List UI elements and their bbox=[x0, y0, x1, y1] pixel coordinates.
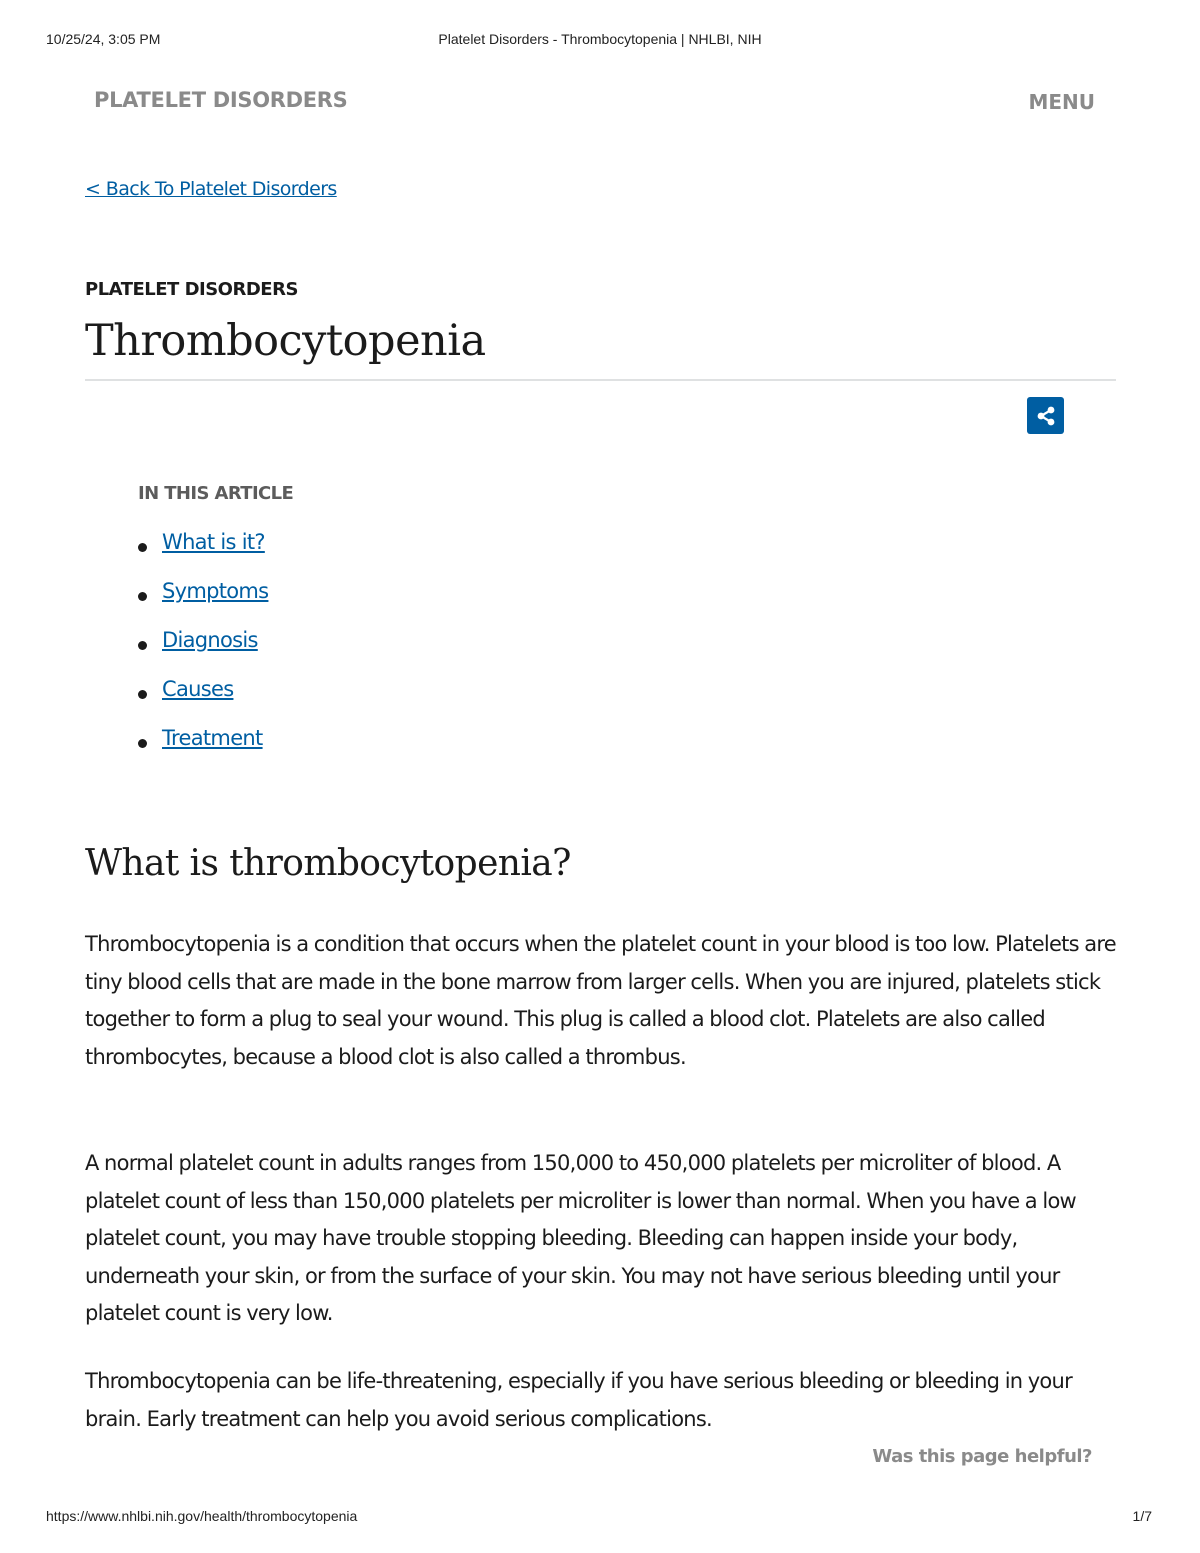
print-header bbox=[0, 31, 1200, 51]
print-footer bbox=[0, 1508, 1200, 1528]
bullet-icon bbox=[138, 690, 147, 699]
bullet-icon bbox=[138, 739, 147, 748]
print-datetime: 10/25/24, 3:05 PM bbox=[46, 31, 161, 47]
bullet-icon bbox=[138, 543, 147, 552]
nav-section-title[interactable]: PLATELET DISORDERS bbox=[94, 88, 348, 112]
bullet-icon bbox=[138, 592, 147, 601]
paragraph-definition: Thrombocytopenia is a condition that occurs when the platelet count in your blood is too low. Platelets are tiny blood cells that are made in the bone marrow from larger cells. When you are injured, platelets stick together to form a plug to seal your wound. This plug is called a blood clot. Platelets are also called thrombocytes, because a blood clot is also called a thrombus. bbox=[85, 932, 1116, 1069]
toc-link-diagnosis[interactable]: Diagnosis bbox=[162, 628, 258, 652]
toc-item bbox=[138, 628, 268, 677]
toc-link-what-is-it[interactable]: What is it? bbox=[162, 530, 265, 554]
toc-item bbox=[138, 677, 268, 726]
back-link[interactable]: < Back To Platelet Disorders bbox=[85, 178, 337, 200]
feedback-prompt[interactable]: Was this page helpful? bbox=[872, 1446, 1092, 1467]
print-page-number: 1/7 bbox=[1132, 1508, 1152, 1524]
toc-item bbox=[138, 579, 268, 628]
print-document-title: Platelet Disorders - Thrombocytopenia | NHLBI, NIH bbox=[438, 31, 762, 47]
toc-link-causes[interactable]: Causes bbox=[162, 677, 234, 701]
section-heading: What is thrombocytopenia? bbox=[85, 843, 571, 884]
toc-link-treatment[interactable]: Treatment bbox=[162, 726, 263, 750]
toc-list bbox=[138, 530, 268, 775]
share-button[interactable] bbox=[1027, 397, 1064, 434]
toc-heading: IN THIS ARTICLE bbox=[138, 483, 294, 504]
share-icon bbox=[1035, 405, 1057, 427]
paragraph-normal-count: A normal platelet count in adults ranges from 150,000 to 450,000 platelets per microliter of blood. A platelet count of less than 150,000 platelets per microliter is lower than normal. When you have a low platelet count, you may have trouble stopping bleeding. Bleeding can happen inside your body, underneath your skin, or from the surface of your skin. You may not have serious bleeding until your platelet count is very low. bbox=[85, 1151, 1076, 1325]
article-eyebrow: PLATELET DISORDERS bbox=[85, 279, 298, 300]
menu-button[interactable]: MENU bbox=[1028, 90, 1095, 114]
print-url: https://www.nhlbi.nih.gov/health/thrombocytopenia bbox=[46, 1508, 358, 1524]
page-title: Thrombocytopenia bbox=[85, 316, 486, 366]
paragraph-risk: Thrombocytopenia can be life-threatening, especially if you have serious bleeding or bleeding in your brain. Early treatment can help you avoid serious complications. bbox=[85, 1369, 1072, 1431]
toc-item bbox=[138, 530, 268, 579]
bullet-icon bbox=[138, 641, 147, 650]
toc-link-symptoms[interactable]: Symptoms bbox=[162, 579, 269, 603]
toc-item bbox=[138, 726, 268, 775]
title-divider bbox=[85, 379, 1116, 381]
